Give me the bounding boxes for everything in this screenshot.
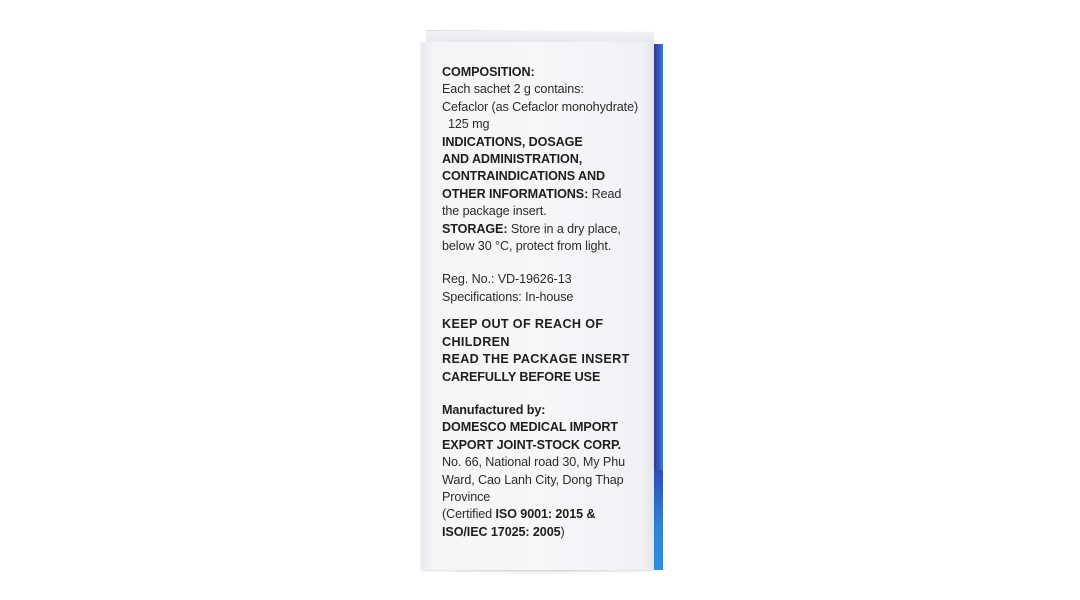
indications-word: Read — [588, 186, 622, 201]
warning-line: READ THE PACKAGE INSERT — [442, 352, 630, 367]
manufacturer-name: EXPORT JOINT-STOCK CORP. — [442, 437, 622, 452]
composition-line: Each sachet 2 g contains: — [442, 82, 584, 97]
manufacturer-heading: Manufactured by: — [442, 402, 546, 417]
box-label-text — [442, 64, 639, 541]
indications-word: ADMINISTRATION, — [471, 152, 583, 167]
composition-amount-row — [442, 116, 633, 133]
composition-heading: COMPOSITION: — [442, 65, 535, 79]
indications-word: DOSAGE — [528, 134, 583, 149]
certification-prefix: (Certified — [442, 507, 496, 522]
indications-row — [442, 134, 633, 151]
certification-row — [442, 524, 633, 541]
certification-iso: ISO 9001: 2015 & — [495, 507, 596, 522]
warning-line: CHILDREN — [442, 334, 510, 349]
storage-row: below 30 °C, protect from light. — [442, 239, 612, 254]
storage-heading: STORAGE: — [442, 221, 508, 236]
composition-amount: 125 mg — [448, 117, 490, 132]
manufacturer-name: DOMESCO MEDICAL IMPORT — [442, 420, 618, 435]
indications-word: OTHER INFORMATIONS: — [442, 186, 589, 201]
indications-row — [442, 151, 633, 168]
warning-line: KEEP OUT OF REACH OF — [442, 317, 604, 332]
certification-suffix: ) — [560, 524, 565, 539]
warning-line: CAREFULLY BEFORE USE — [442, 369, 601, 384]
certification-row — [442, 506, 633, 523]
spacer — [442, 306, 633, 316]
storage-row — [442, 221, 633, 238]
spacer — [442, 386, 633, 402]
storage-text: Store in a dry place, — [507, 221, 621, 236]
indications-word: INDICATIONS, — [442, 134, 526, 149]
indications-row — [442, 186, 633, 203]
indications-word: CONTRAINDICATIONS — [442, 169, 576, 184]
spacer — [442, 255, 633, 271]
indications-row — [442, 168, 633, 185]
indications-word: AND — [578, 169, 606, 184]
indications-word: AND — [442, 152, 469, 167]
composition-line: Cefaclor (as Cefaclor monohydrate) — [442, 99, 639, 114]
indications-row: the package insert. — [442, 204, 547, 219]
manufacturer-address: Ward, Cao Lanh City, Dong Thap — [442, 472, 624, 487]
registration-number: Reg. No.: VD-19626-13 — [442, 272, 572, 287]
certification-iso: ISO/IEC 17025: 2005 — [442, 524, 561, 539]
manufacturer-address: No. 66, National road 30, My Phu — [442, 455, 626, 470]
box-side-panel-lower — [653, 470, 663, 570]
specifications: Specifications: In-house — [442, 289, 574, 304]
manufacturer-address: Province — [442, 489, 491, 504]
